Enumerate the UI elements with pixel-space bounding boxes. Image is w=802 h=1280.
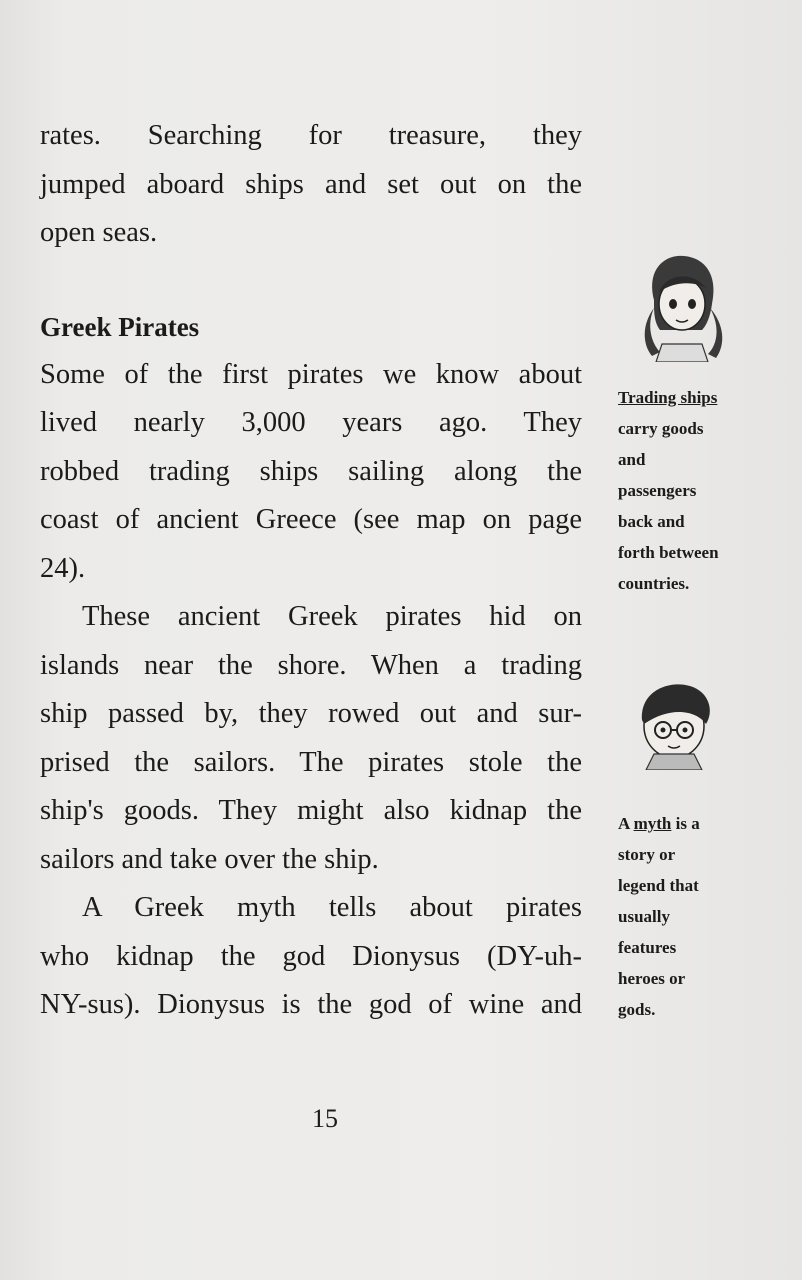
- text-line: These ancient Greek pirates hid on: [82, 601, 582, 632]
- sidebar-line: carry goods: [618, 419, 704, 438]
- sidebar-term-line: [618, 808, 788, 839]
- paragraph-1: [40, 351, 582, 594]
- sidebar-line: usually: [618, 907, 670, 926]
- text-line: Some of the first pirates we know about: [40, 358, 582, 390]
- sidebar-note-trading-ships: [618, 382, 788, 599]
- text-line: who kidnap the god Dionysus (DY-uh-: [40, 940, 582, 972]
- text-line: 24).: [40, 552, 86, 584]
- text-line: ship passed by, they rowed out and sur-: [40, 698, 582, 729]
- sidebar-term: Trading ships: [618, 388, 718, 407]
- section-heading: Greek Pirates: [40, 311, 200, 342]
- sidebar-line: heroes or: [618, 969, 686, 988]
- main-text-column: [40, 112, 582, 1030]
- sidebar-line: legend that: [618, 876, 699, 895]
- text-line: islands near the shore. When a trading: [40, 649, 582, 681]
- text-line: jumped aboard ships and set out on the: [40, 168, 582, 200]
- text-line: NY-sus). Dionysus is the god of wine and: [40, 989, 582, 1020]
- page-number: 15: [312, 1104, 338, 1133]
- sidebar-line: passengers: [618, 481, 697, 500]
- text-line: robbed trading ships sailing along the: [40, 455, 582, 487]
- text-line: prised the sailors. The pirates stole the: [40, 746, 582, 778]
- text-line: open seas.: [40, 217, 158, 248]
- paragraph-3: [40, 884, 582, 1030]
- girl-illustration-icon: [632, 248, 728, 362]
- sidebar-line: and: [618, 450, 646, 469]
- intro-paragraph: [40, 112, 582, 258]
- sidebar-line: forth between: [618, 543, 719, 562]
- boy-illustration-icon: [630, 680, 718, 770]
- sidebar-line: features: [618, 938, 677, 957]
- text-line: coast of ancient Greece (see map on page: [40, 504, 582, 535]
- sidebar-line: countries.: [618, 574, 690, 593]
- sidebar-line: back and: [618, 512, 685, 531]
- paragraph-2: [40, 593, 582, 884]
- sidebar-line: story or: [618, 845, 676, 864]
- text-line: sailors and take over the ship.: [40, 843, 379, 875]
- sidebar-rest: is a: [671, 814, 700, 833]
- text-line: A Greek myth tells about pirates: [82, 892, 582, 923]
- text-line: lived nearly 3,000 years ago. They: [40, 407, 582, 438]
- sidebar-note-myth: [618, 808, 788, 1025]
- text-line: ship's goods. They might also kidnap the: [40, 795, 582, 826]
- sidebar-line: gods.: [618, 1000, 656, 1019]
- text-line: rates. Searching for treasure, they: [40, 120, 582, 151]
- sidebar-lead: A: [618, 814, 634, 833]
- sidebar-term: myth: [633, 814, 672, 833]
